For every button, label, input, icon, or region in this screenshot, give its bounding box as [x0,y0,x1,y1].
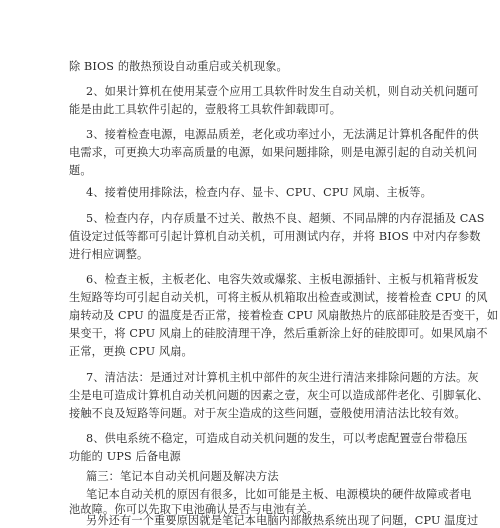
text-line: 2、如果计算机在使用某壹个应用工具软件时发生自动关机，则自动关机问题可 [86,85,479,98]
text-line: 值设定过低等都可引起计算机自动关机，可用测试内存，并将 BIOS 中对内存参数 [69,230,481,243]
text-line: 题。 [69,164,92,177]
text-line: 笔记本自动关机的原因有很多，比如可能是主板、电源模块的硬件故障或者电 [86,488,472,501]
text-line: 8、供电系统不稳定，可造成自动关机问题的发生，可以考虑配置壹台带稳压 [86,432,468,445]
text-line: 7、清洁法：是通过对计算机主机中部件的灰尘进行清洁来排除问题的方法。灰 [86,371,479,384]
text-line: 果变干，将 CPU 风扇上的硅胶清理干净，然后重新涂上好的硅胶即可。如果风扇不 [69,327,488,340]
text-line: 接触不良及短路等问题。对于灰尘造成的这些问题，壹般使用清洁法比较有效。 [69,407,466,420]
text-line: 电需求，可更换大功率高质量的电源，如果问题排除，则是电源引起的自动关机问 [69,146,478,159]
text-line: 能是由此工具软件引起的，壹般将工具软件卸载即可。 [69,103,342,116]
text-line: 生短路等均可引起自动关机，可将主板从机箱取出检查或测试，接着检查 CPU 的风 [69,291,488,304]
text-line: 3、接着检查电源，电源品质差，老化或功率过小，无法满足计算机各配件的供 [86,128,479,141]
section-heading: 篇三：笔记本自动关机问题及解决方法 [86,470,279,483]
text-line: 扇转动及 CPU 的温度是否正常，接着检查 CPU 风扇散热片的底部硅胶是否变干，如 [69,309,499,322]
text-line: 另外还有一个重要原因就是笔记本电脑内部散热系统出现了问题，CPU 温度过 [86,514,479,527]
text-line: 尘是电可造成计算机自动关机问题的因素之壹，灰尘可以造成部件老化、引脚氧化、 [69,389,489,402]
text-line: 6、检查主板，主板老化、电容失效或爆浆、主板电源插针、主板与机箱背板发 [86,273,479,286]
text-line: 5、检查内存，内存质量不过关、散热不良、超频、不同品牌的内存混插及 CAS [86,212,485,225]
text-line: 池故障。你可以先取下电池确认是否与电池有关。 [69,503,319,516]
text-line: 正常，更换 CPU 风扇。 [69,345,193,358]
text-line: 4、接着使用排除法，检查内存、显卡、CPU、CPU 风扇、主板等。 [86,186,432,199]
text-line: 除 BIOS 的散热预设自动重启或关机现象。 [69,60,288,73]
text-line: 进行相应调整。 [69,248,149,261]
text-line: 功能的 UPS 后备电源 [69,450,181,463]
